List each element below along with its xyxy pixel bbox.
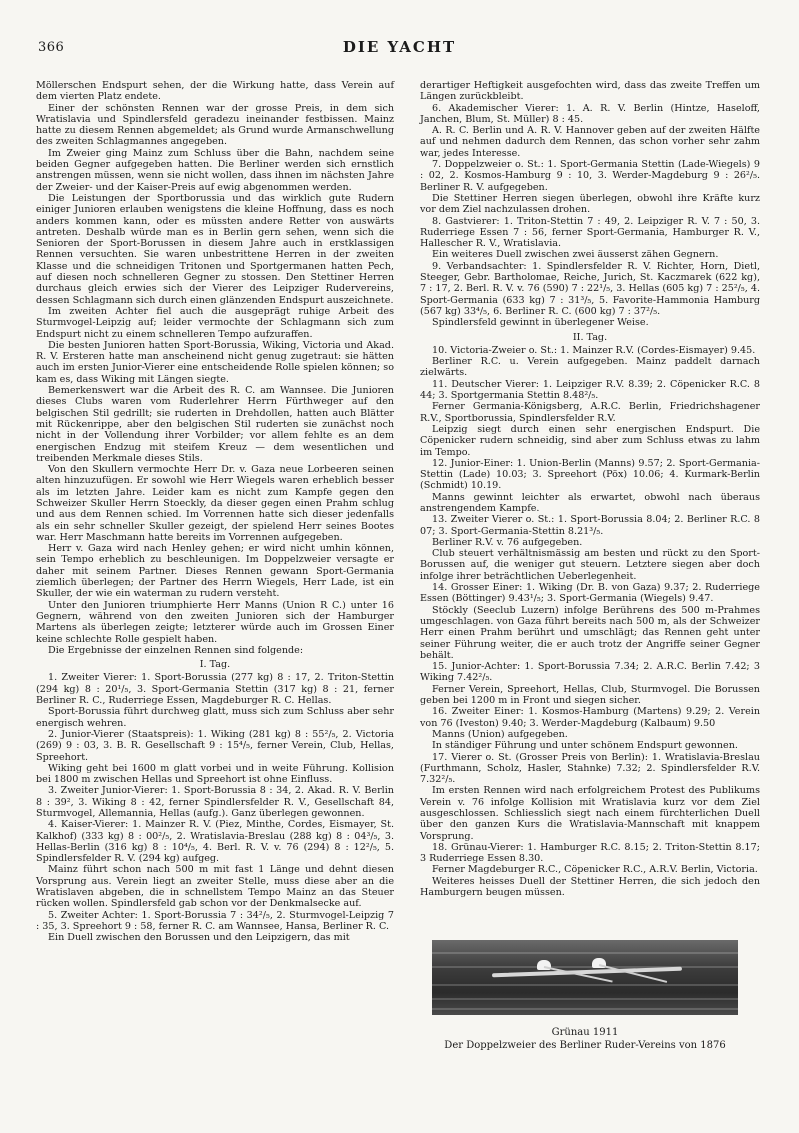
paragraph: Ferner Magdeburger R.C., Cöpenicker R.C., A.R.V. Berlin, Victoria. bbox=[432, 864, 758, 876]
paragraph: Bemerkenswert war die Arbeit des R. C. am Wannsee. Die Junioren dieses Clubs waren vom Ruderlehrer Herrn Fürthweger auf den belgischen Stil gedrillt; sie ruderten in Drehdollen, hatten auch Blätter mit Rückenrippe, aber den belgischen Stil ruderten sie zunächst noch nicht in der Vollendung ihrer Vorbilder; vor allem fehlte es an dem energischen Endzug mit steifem Kreuz — dem wesentlichen und treibenden Merkmale dieses Stils. bbox=[36, 385, 394, 464]
left-column bbox=[36, 80, 394, 944]
paragraph: Sport-Borussia führt durchweg glatt, muss sich zum Schluss aber sehr energisch wehren. bbox=[36, 706, 394, 729]
paragraph: 1. Zweiter Vierer: 1. Sport-Borussia (277 kg) 8 : 17, 2. Triton-Stettin (294 kg) 8 : 20¹/₅, 3. Sport-Germania Stettin (317 kg) 8 : 21, ferner Berliner R. C., Ruderriege Essen, Magdeburger R. C. Hellas. bbox=[36, 672, 394, 707]
paragraph: 5. Zweiter Achter: 1. Sport-Borussia 7 : 34²/₅, 2. Sturmvogel-Leipzig 7 : 35, 3. Spreehort 9 : 58, ferner R. C. am Wannsee, Hansa, Berliner R. C. bbox=[36, 909, 394, 932]
paragraph: 3. Zweiter Junior-Vierer: 1. Sport-Borussia 8 : 34, 2. Akad. R. V. Berlin 8 : 39², 3. Wiking 8 : 42, ferner Spindlersfelder R. V., Gesellschaft 84, Sturmvogel, Allemannia, Hellas (aufg.). Ganz überlegen gewonnen. bbox=[36, 785, 394, 819]
page-number: 366 bbox=[38, 40, 65, 55]
right-column bbox=[420, 80, 760, 898]
paragraph: Möllerschen Endspurt sehen, der die Wirkung hatte, dass Verein auf dem vierten Platz endete. bbox=[36, 80, 394, 103]
paragraph: Die besten Junioren hatten Sport-Borussia, Wiking, Victoria und Akad. R. V. Ersteren hatte man anscheinend nicht genug zugetraut: sie hätten auch im ersten Junior-Vierer eine entscheidende Rolle spielen können; so kam es, dass Wiking mit Längen siegte. bbox=[36, 339, 394, 385]
paragraph: 15. Junior-Achter: 1. Sport-Borussia 7.34; 2. A.R.C. Berlin 7.42; 3 Wiking 7.42²/₅. bbox=[420, 661, 760, 684]
paragraph: Einer der schönsten Rennen war der grosse Preis, in dem sich Wratislavia und Spindlersfeld geradezu ineinander festbissen. Mainz hatte zu diesem Rennen abgemeldet; als Grund wurde Armanschwellung des zweiten Schlagmannes angegeben. bbox=[36, 102, 394, 148]
paragraph: Herr v. Gaza wird nach Henley gehen; er wird nicht umhin können, sein Tempo erheblich zu beschleunigen. Im Doppelzweier versagte er daher mit seinem Partner. Dieses Rennen gewann Sport-Germania ziemlich überlegen; der Partner des Herrn Wiegels, Herr Lade, ist ein Skuller, der wie ein waterman zu rudern versteht. bbox=[36, 543, 394, 600]
paragraph: Unter den Junioren triumphierte Herr Manns (Union R C.) unter 16 Gegnern, während von den zweiten Junioren sich der Hamburger Martens als überlegen zeigte; letzterer würde auch im Grossen Einer keine schlechte Rolle gespielt haben. bbox=[36, 599, 394, 645]
paragraph: Leipzig siegt durch einen sehr energischen Endspurt. Die Cöpenicker rudern schneidig, sind aber zum Schluss etwas zu lahm im Tempo. bbox=[420, 423, 760, 458]
paragraph: 8. Gastvierer: 1. Triton-Stettin 7 : 49, 2. Leipziger R. V. 7 : 50, 3. Ruderriege Essen 7 : 56, ferner Sport-Germania, Hamburger R. V., Hallescher R. V., Wratislavia. bbox=[420, 215, 760, 250]
paragraph: 17. Vierer o. St. (Grosser Preis von Berlin): 1. Wratislavia-Breslau (Furthmann, Scholz, Hasler, Stahnke) 7.32; 2. Spindlersfelder R.V. 7.32²/₅. bbox=[420, 751, 760, 786]
paragraph: Spindlersfeld gewinnt in überlegener Weise. bbox=[432, 317, 649, 329]
paragraph: Im zweiten Achter fiel auch die ausgeprägt ruhige Arbeit des Sturmvogel-Leipzig auf; leider vermochte der Schlagmann sich zum Endspurt nicht zu einem schnelleren Tempo aufzuraffen. bbox=[36, 305, 394, 340]
figure-caption-title: Grünau 1911 bbox=[551, 1027, 619, 1038]
paragraph: 4. Kaiser-Vierer: 1. Mainzer R. V. (Piez, Minthe, Cordes, Eismayer, St. Kalkhof) (333 kg) 8 : 00²/₅, 2. Wratislavia-Breslau (288 kg) 8 : 04³/₅, 3. Hellas-Berlin (316 kg) 8 : 10⁴/₅, 4. Berl. R. V. v. 76 (294) 8 : 12²/₅, 5. Spindlersfelder R. V. (294 kg) aufgeg. bbox=[36, 819, 394, 865]
paragraph: 14. Grosser Einer: 1. Wiking (Dr. B. von Gaza) 9.37; 2. Ruderriege Essen (Böttinger) 9.43¹/₅; 3. Sport-Germania (Wiegels) 9.47. bbox=[420, 582, 760, 605]
paragraph: Ferner Verein, Spreehort, Hellas, Club, Sturmvogel. Die Borussen geben bei 1200 m in Front und siegen sicher. bbox=[420, 683, 760, 707]
paragraph: Berliner R.C. u. Verein aufgegeben. Mainz paddelt darnach zielwärts. bbox=[420, 356, 760, 379]
paragraph: Die Ergebnisse der einzelnen Rennen sind folgende: bbox=[48, 644, 304, 656]
paragraph: 12. Junior-Einer: 1. Union-Berlin (Manns) 9.57; 2. Sport-Germania-Stettin (Lade) 10.03; 3. Spreehort (Pöx) 10.06; 4. Kurmark-Berlin (Schmidt) 10.19. bbox=[420, 457, 760, 492]
paragraph: Mainz führt schon nach 500 m mit fast 1 Länge und dehnt diesen Vorsprung aus. Verein liegt an zweiter Stelle, muss diese aber an die Wratislaven abgeben, die in schnellstem Tempo Mainz an das Steuer rücken wollen. Spindlersfeld gab schon vor der Denkmalsecke auf. bbox=[36, 864, 394, 910]
paragraph: Manns gewinnt leichter als erwartet, obwohl nach überaus anstrengendem Kampfe. bbox=[420, 491, 760, 514]
paragraph: Die Leistungen der Sportborussia und das wirklich gute Rudern einiger Junioren erlauben wenigstens die kleine Hoffnung, dass es noch anders kommen kann, oder es müssten andere Retter von auswärts antreten. Deshalb würde man es in Berlin gern sehen, wenn sich die Senioren der Sport-Borussen in diesem Jahre auch in erstklassigen Rennen versuchten. Sie waren unbestrittene Herren in der zweiten Klasse und die schneidigen Tritonen und Sportgermanen hatten Pech, auf diesen noch schnelleren Gegner zu stossen. Den Stettiner Herren durchaus gleich erwies sich der Vierer des Leipziger Rudervereins, dessen Schlagmann sich durch einen glänzenden Endspurt auszeichnete. bbox=[36, 192, 394, 306]
paragraph: A. R. C. Berlin und A. R. V. Hannover geben auf der zweiten Hälfte auf und nehmen dadurch dem Rennen, das schon vorher sehr zahm war, jedes Interesse. bbox=[420, 125, 760, 159]
figure-caption-description: Der Doppelzweier des Berliner Ruder-Vereins von 1876 bbox=[444, 1040, 726, 1051]
paragraph: Stöckly (Seeclub Luzern) infolge Berührens des 500 m-Prahmes umgeschlagen. von Gaza führt bereits nach 500 m, als der Schweizer Herr einen Prahm berührt und umschlägt; das Rennen geht unter seiner Führung weiter, die er auch trotz der Angriffe seiner Gegner behält. bbox=[420, 604, 760, 661]
paragraph: 18. Grünau-Vierer: 1. Hamburger R.C. 8.15; 2. Triton-Stettin 8.17; 3 Ruderriege Essen 8.30. bbox=[420, 841, 760, 865]
paragraph: derartiger Heftigkeit ausgefochten wird, dass das zweite Treffen um Längen zurückbleibt. bbox=[420, 80, 760, 103]
paragraph: In ständiger Führung und unter schönem Endspurt gewonnen. bbox=[432, 740, 738, 752]
paragraph: 7. Doppelzweier o. St.: 1. Sport-Germania Stettin (Lade-Wiegels) 9 : 02, 2. Kosmos-Hamburg 9 : 10, 3. Werder-Magdeburg 9 : 26²/₅. Berliner R. V. aufgegeben. bbox=[420, 159, 760, 193]
rowing-photo bbox=[432, 940, 738, 1015]
paragraph: Die Stettiner Herren siegen überlegen, obwohl ihre Kräfte kurz vor dem Ziel nachzulassen drohen. bbox=[420, 192, 760, 216]
paragraph: 13. Zweiter Vierer o. St.: 1. Sport-Borussia 8.04; 2. Berliner R.C. 8 07; 3. Sport-Germania-Stettin 8.21³/₅. bbox=[420, 514, 760, 537]
paragraph: Manns (Union) aufgegeben. bbox=[432, 728, 568, 740]
paragraph: 11. Deutscher Vierer: 1. Leipziger R.V. 8.39; 2. Cöpenicker R.C. 8 44; 3. Sportgermania Stettin 8.48²/₅. bbox=[420, 378, 760, 402]
paragraph: Wiking geht bei 1600 m glatt vorbei und in weite Führung. Kollision bei 1800 m zwischen Hellas und Spreehort ist ohne Einfluss. bbox=[36, 762, 394, 786]
paragraph: 6. Akademischer Vierer: 1. A. R. V. Berlin (Hintze, Haseloff, Janchen, Blum, St. Müller) 8 : 45. bbox=[420, 102, 760, 125]
paragraph: Von den Skullern vermochte Herr Dr. v. Gaza neue Lorbeeren seinen alten hinzuzufügen. Er sowohl wie Herr Wiegels waren erheblich besser als im letzten Jahre. Leider kam es nicht zum Kampfe gegen den Schweizer Skuller Herrn Stoeckly, da dieser gegen einen Prahm schlug und aus dem Rennen schied. Im Vorrennen hatte sich dieser jedenfalls als ein sehr schneller Skuller gezeigt, der spielend Herr seines Bootes war. Herr Maschmann hatte bereits im Vorrennen aufgegeben. bbox=[36, 464, 394, 543]
section-heading: II. Tag. bbox=[572, 331, 608, 343]
paragraph: 16. Zweiter Einer: 1. Kosmos-Hamburg (Martens) 9.29; 2. Verein von 76 (Iveston) 9.40; 3. Werder-Magdeburg (Kalbaum) 9.50 bbox=[420, 706, 760, 729]
paragraph: Im Zweier ging Mainz zum Schluss über die Bahn, nachdem seine beiden Gegner aufgegeben hatten. Die Berliner werden sich ernstlich anstrengen müssen, wenn sie nicht wollen, dass ihnen im nächsten Jahre der Zweier- und der Kaiser-Preis auf ewig abgenommen werden. bbox=[36, 147, 394, 193]
paragraph: Im ersten Rennen wird nach erfolgreichem Protest des Publikums Verein v. 76 infolge Kollision mit Wratislavia kurz vor dem Ziel ausgeschlossen. Schliesslich siegt nach einem fürchterlichen Duell über den ganzen Kurs die Wratislavia-Mannschaft mit knappem Vorsprung. bbox=[420, 785, 760, 842]
paragraph: Ferner Germania-Königsberg, A.R.C. Berlin, Friedrichshagener R.V., Sportborussia, Spindlersfelder R.V. bbox=[420, 401, 760, 424]
paragraph: 2. Junior-Vierer (Staatspreis): 1. Wiking (281 kg) 8 : 55²/₅, 2. Victoria (269) 9 : 03, 3. B. R. Gesellschaft 9 : 15⁴/₅, ferner Verein, Club, Hellas, Spreehort. bbox=[36, 728, 394, 763]
paragraph: Club steuert verhältnismässig am besten und rückt zu den Sport-Borussen auf, die weniger gut steuern. Letztere siegen aber doch infolge ihrer beträchtlichen Ueberlegenheit. bbox=[420, 548, 760, 582]
paragraph: 10. Victoria-Zweier o. St.: 1. Mainzer R.V. (Cordes-Eismayer) 9.45. bbox=[432, 344, 756, 356]
paragraph: Berliner R.V. v. 76 aufgegeben. bbox=[432, 536, 583, 548]
paragraph: Weiteres heisses Duell der Stettiner Herren, die sich jedoch den Hamburgern beugen müssen. bbox=[420, 875, 760, 899]
paragraph: Ein weiteres Duell zwischen zwei äusserst zähen Gegnern. bbox=[432, 249, 719, 261]
running-title: DIE YACHT bbox=[342, 38, 457, 56]
section-heading: I. Tag. bbox=[199, 659, 231, 671]
paragraph: Ein Duell zwischen den Borussen und den Leipzigern, das mit bbox=[48, 932, 350, 944]
paragraph: 9. Verbandsachter: 1. Spindlersfelder R. V. Richter, Horn, Dietl, Steeger, Gebr. Bartholomae, Reiche, Jurich, St. Kaczmarek (622 kg), 7 : 17, 2. Berl. R. V. v. 76 (590) 7 : 22¹/₅, 3. Hellas (605 kg) 7 : 25²/₅, 4. Sport-Germania (633 kg) 7 : 31³/₅, 5. Favorite-Hammonia Hamburg (567 kg) 33⁴/₅, 6. Berliner R. C. (600 kg) 7 : 37²/₅. bbox=[420, 260, 760, 317]
